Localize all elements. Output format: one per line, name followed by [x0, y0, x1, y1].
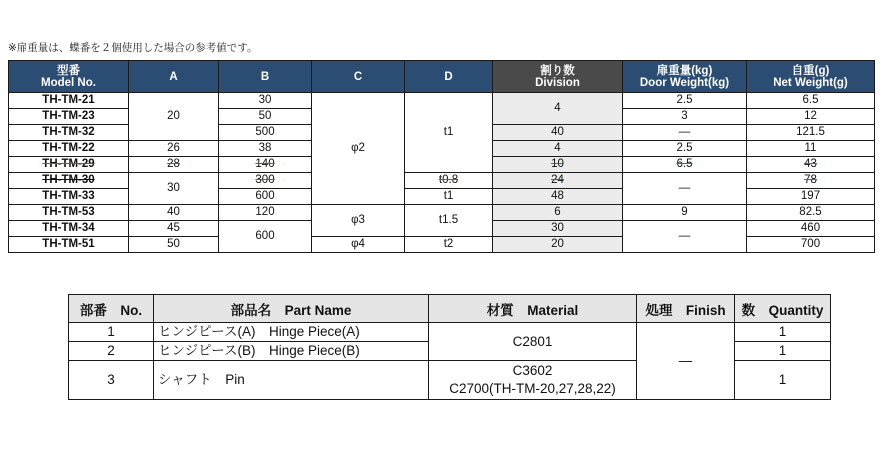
model-cell: TH-TM-22: [9, 141, 129, 157]
net-weight-cell: 78: [747, 173, 875, 189]
net-weight-cell: 197: [747, 189, 875, 205]
c-cell: φ4: [312, 237, 405, 253]
division-cell: 20: [493, 237, 623, 253]
model-cell: TH-TM-29: [9, 157, 129, 173]
net-weight-cell: 11: [747, 141, 875, 157]
header-c: C: [312, 61, 405, 93]
parts-header-row: [69, 295, 831, 323]
d-cell: t1.5: [405, 205, 493, 237]
a-cell: 45: [129, 221, 219, 237]
header-net-weight: 自重(g) Net Weight(g): [747, 61, 875, 93]
parts-table: [68, 294, 831, 400]
spec-header-row: [9, 61, 875, 93]
part-no-cell: 2: [69, 342, 154, 361]
spec-table: [8, 60, 875, 253]
division-cell: 24: [493, 173, 623, 189]
model-cell: TH-TM-32: [9, 125, 129, 141]
a-cell: 30: [129, 173, 219, 205]
division-cell: 4: [493, 93, 623, 125]
part-no-cell: 1: [69, 323, 154, 342]
net-weight-cell: 6.5: [747, 93, 875, 109]
footnote: ※扉重量は、蝶番を２個使用した場合の参考値です。: [8, 42, 258, 54]
d-cell: t1: [405, 93, 493, 173]
c-cell: φ3: [312, 205, 405, 237]
header-a: A: [129, 61, 219, 93]
door-weight-cell: —: [623, 173, 747, 205]
division-cell: 30: [493, 221, 623, 237]
part-no-cell: 3: [69, 361, 154, 400]
a-cell: 26: [129, 141, 219, 157]
b-cell: 500: [219, 125, 312, 141]
model-cell: TH-TM-33: [9, 189, 129, 205]
model-cell: TH-TM-30: [9, 173, 129, 189]
net-weight-cell: 12: [747, 109, 875, 125]
header-part-no: 部番 No.: [69, 295, 154, 323]
quantity-cell: 1: [735, 323, 831, 342]
division-cell: 4: [493, 141, 623, 157]
quantity-cell: 1: [735, 361, 831, 400]
header-door-weight: 扉重量(kg) Door Weight(kg): [623, 61, 747, 93]
division-cell: 10: [493, 157, 623, 173]
b-cell: 300: [219, 173, 312, 189]
b-cell: 600: [219, 189, 312, 205]
header-part-name: 部品名 Part Name: [154, 295, 429, 323]
net-weight-cell: 82.5: [747, 205, 875, 221]
b-cell: 120: [219, 205, 312, 221]
b-cell: 38: [219, 141, 312, 157]
c-cell: φ2: [312, 93, 405, 205]
net-weight-cell: 460: [747, 221, 875, 237]
header-finish: 処理 Finish: [637, 295, 735, 323]
division-cell: 40: [493, 125, 623, 141]
b-cell: 600: [219, 221, 312, 253]
model-cell: TH-TM-21: [9, 93, 129, 109]
header-b: B: [219, 61, 312, 93]
door-weight-cell: 2.5: [623, 93, 747, 109]
door-weight-cell: 6.5: [623, 157, 747, 173]
header-model: 型番 Model No.: [9, 61, 129, 93]
part-name-cell: シャフト Pin: [154, 361, 429, 400]
header-material: 材質 Material: [429, 295, 637, 323]
a-cell: 20: [129, 93, 219, 141]
door-weight-cell: —: [623, 221, 747, 253]
material-cell: C2801: [429, 323, 637, 361]
header-division: 割り数 Division: [493, 61, 623, 93]
part-name-cell: ヒンジピース(B) Hinge Piece(B): [154, 342, 429, 361]
b-cell: 140: [219, 157, 312, 173]
door-weight-cell: —: [623, 125, 747, 141]
b-cell: 50: [219, 109, 312, 125]
table-row: [69, 323, 831, 342]
net-weight-cell: 43: [747, 157, 875, 173]
division-cell: 48: [493, 189, 623, 205]
door-weight-cell: 2.5: [623, 141, 747, 157]
a-cell: 50: [129, 237, 219, 253]
door-weight-cell: 9: [623, 205, 747, 221]
table-row: [9, 205, 875, 221]
model-cell: TH-TM-53: [9, 205, 129, 221]
header-d: D: [405, 61, 493, 93]
d-cell: t0.8: [405, 173, 493, 189]
net-weight-cell: 700: [747, 237, 875, 253]
table-row: [9, 93, 875, 109]
table-row: [9, 173, 875, 189]
a-cell: 28: [129, 157, 219, 173]
b-cell: 30: [219, 93, 312, 109]
net-weight-cell: 121.5: [747, 125, 875, 141]
model-cell: TH-TM-51: [9, 237, 129, 253]
model-cell: TH-TM-34: [9, 221, 129, 237]
a-cell: 40: [129, 205, 219, 221]
header-quantity: 数 Quantity: [735, 295, 831, 323]
division-cell: 6: [493, 205, 623, 221]
door-weight-cell: 3: [623, 109, 747, 125]
quantity-cell: 1: [735, 342, 831, 361]
material-cell: C3602 C2700(TH-TM-20,27,28,22): [429, 361, 637, 400]
d-cell: t1: [405, 189, 493, 205]
d-cell: t2: [405, 237, 493, 253]
finish-cell: —: [637, 323, 735, 400]
model-cell: TH-TM-23: [9, 109, 129, 125]
part-name-cell: ヒンジピース(A) Hinge Piece(A): [154, 323, 429, 342]
